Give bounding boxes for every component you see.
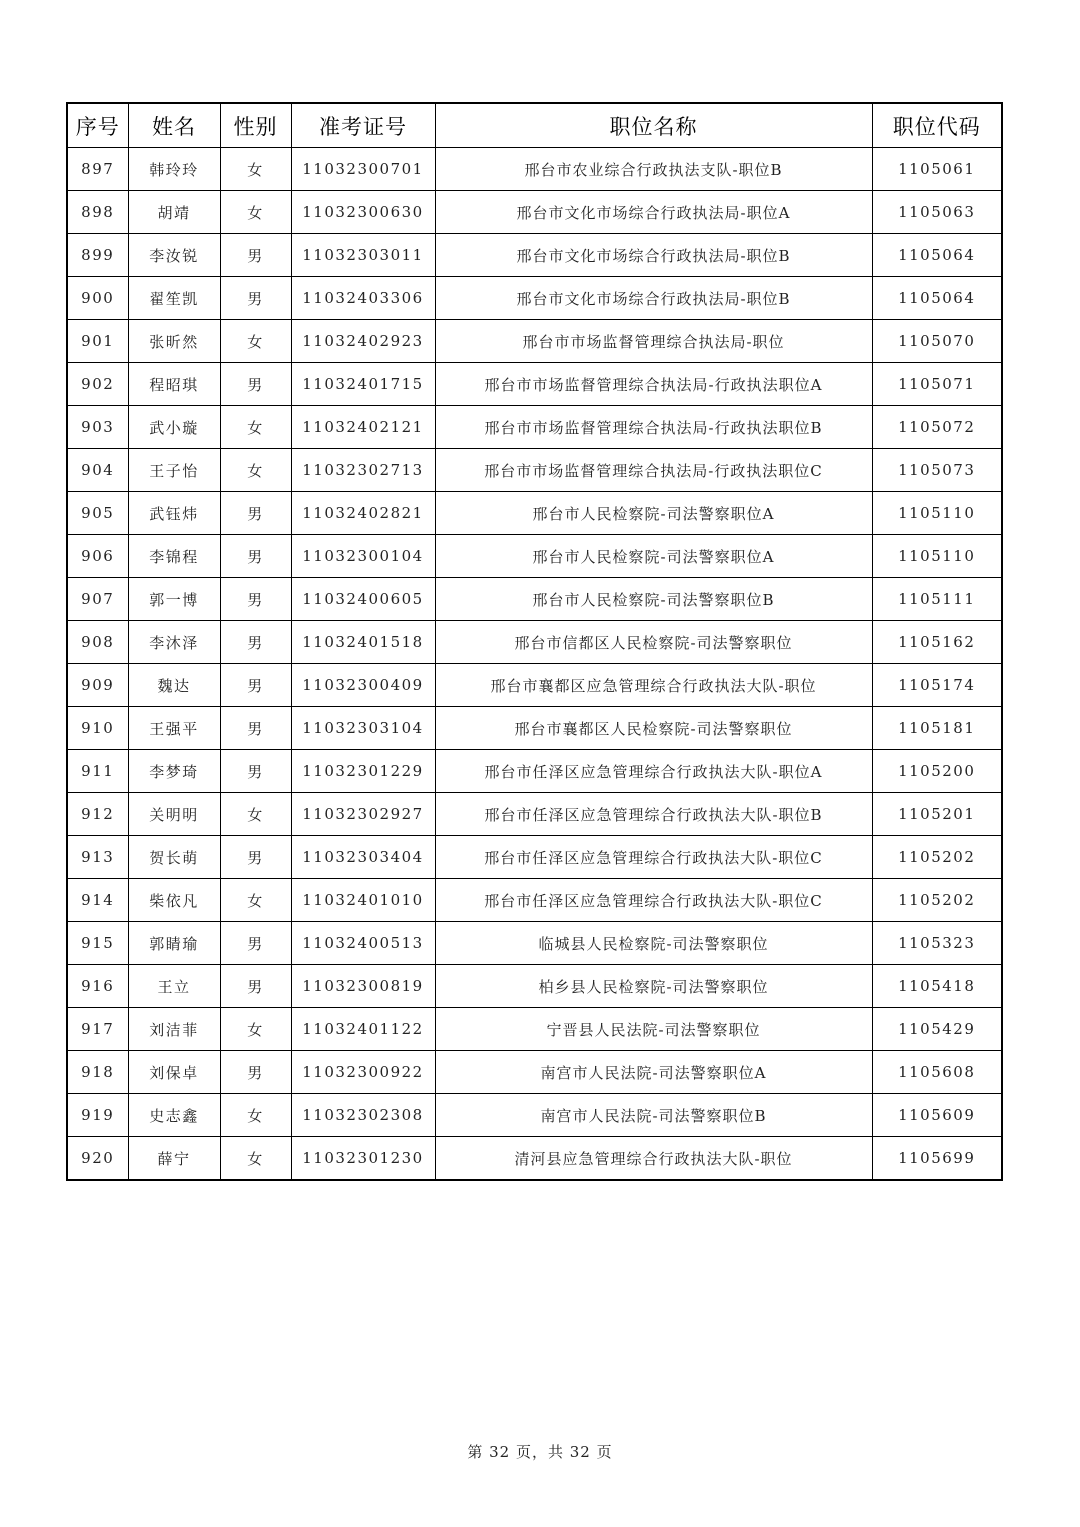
cell-gender: 男 [220, 965, 291, 1008]
cell-position: 南宫市人民法院-司法警察职位A [435, 1051, 872, 1094]
cell-name: 贺长萌 [128, 836, 220, 879]
cell-position: 邢台市人民检察院-司法警察职位A [435, 535, 872, 578]
cell-ticket: 11032301229 [291, 750, 435, 793]
cell-no: 919 [67, 1094, 128, 1137]
cell-name: 张昕然 [128, 320, 220, 363]
cell-code: 1105071 [872, 363, 1002, 406]
cell-gender: 女 [220, 191, 291, 234]
cell-position: 邢台市市场监督管理综合执法局-职位 [435, 320, 872, 363]
cell-ticket: 11032402821 [291, 492, 435, 535]
cell-ticket: 11032400513 [291, 922, 435, 965]
cell-name: 魏达 [128, 664, 220, 707]
cell-no: 907 [67, 578, 128, 621]
cell-code: 1105073 [872, 449, 1002, 492]
table-row [67, 621, 1002, 664]
cell-ticket: 11032300922 [291, 1051, 435, 1094]
table-row [67, 1137, 1002, 1181]
cell-gender: 女 [220, 148, 291, 191]
cell-code: 1105181 [872, 707, 1002, 750]
cell-name: 薛宁 [128, 1137, 220, 1181]
cell-gender: 女 [220, 406, 291, 449]
cell-name: 郭一博 [128, 578, 220, 621]
cell-gender: 男 [220, 535, 291, 578]
cell-code: 1105418 [872, 965, 1002, 1008]
cell-code: 1105064 [872, 234, 1002, 277]
table-row [67, 277, 1002, 320]
cell-gender: 男 [220, 750, 291, 793]
cell-no: 897 [67, 148, 128, 191]
cell-gender: 男 [220, 707, 291, 750]
cell-ticket: 11032302713 [291, 449, 435, 492]
cell-name: 王强平 [128, 707, 220, 750]
cell-ticket: 11032303104 [291, 707, 435, 750]
cell-gender: 女 [220, 449, 291, 492]
cell-name: 胡靖 [128, 191, 220, 234]
table-row [67, 750, 1002, 793]
cell-position: 邢台市农业综合行政执法支队-职位B [435, 148, 872, 191]
cell-gender: 女 [220, 1094, 291, 1137]
cell-ticket: 11032401122 [291, 1008, 435, 1051]
header-row [67, 103, 1002, 148]
cell-no: 902 [67, 363, 128, 406]
cell-no: 912 [67, 793, 128, 836]
cell-position: 宁晋县人民法院-司法警察职位 [435, 1008, 872, 1051]
cell-position: 邢台市信都区人民检察院-司法警察职位 [435, 621, 872, 664]
table-row [67, 793, 1002, 836]
cell-no: 916 [67, 965, 128, 1008]
cell-code: 1105699 [872, 1137, 1002, 1181]
header-code: 职位代码 [872, 103, 1002, 148]
cell-ticket: 11032401715 [291, 363, 435, 406]
cell-no: 900 [67, 277, 128, 320]
cell-no: 914 [67, 879, 128, 922]
cell-code: 1105061 [872, 148, 1002, 191]
cell-no: 904 [67, 449, 128, 492]
cell-position: 邢台市任泽区应急管理综合行政执法大队-职位C [435, 836, 872, 879]
cell-position: 邢台市市场监督管理综合执法局-行政执法职位B [435, 406, 872, 449]
cell-code: 1105063 [872, 191, 1002, 234]
cell-position: 邢台市文化市场综合行政执法局-职位A [435, 191, 872, 234]
cell-code: 1105174 [872, 664, 1002, 707]
cell-name: 刘保卓 [128, 1051, 220, 1094]
cell-code: 1105200 [872, 750, 1002, 793]
cell-position: 柏乡县人民检察院-司法警察职位 [435, 965, 872, 1008]
cell-name: 王子怡 [128, 449, 220, 492]
cell-no: 911 [67, 750, 128, 793]
cell-ticket: 11032403306 [291, 277, 435, 320]
cell-gender: 男 [220, 492, 291, 535]
cell-ticket: 11032401010 [291, 879, 435, 922]
cell-ticket: 11032400605 [291, 578, 435, 621]
cell-name: 程昭琪 [128, 363, 220, 406]
table-row [67, 879, 1002, 922]
cell-code: 1105202 [872, 836, 1002, 879]
table-row [67, 449, 1002, 492]
cell-ticket: 11032302927 [291, 793, 435, 836]
cell-position: 南宫市人民法院-司法警察职位B [435, 1094, 872, 1137]
table-row [67, 836, 1002, 879]
cell-gender: 男 [220, 277, 291, 320]
cell-no: 903 [67, 406, 128, 449]
cell-code: 1105202 [872, 879, 1002, 922]
cell-position: 邢台市市场监督管理综合执法局-行政执法职位C [435, 449, 872, 492]
cell-position: 邢台市任泽区应急管理综合行政执法大队-职位B [435, 793, 872, 836]
header-ticket: 准考证号 [291, 103, 435, 148]
cell-code: 1105323 [872, 922, 1002, 965]
table-row [67, 191, 1002, 234]
table-row [67, 406, 1002, 449]
cell-name: 韩玲玲 [128, 148, 220, 191]
header-no: 序号 [67, 103, 128, 148]
table-row [67, 1094, 1002, 1137]
cell-ticket: 11032300104 [291, 535, 435, 578]
cell-gender: 男 [220, 836, 291, 879]
cell-position: 邢台市市场监督管理综合执法局-行政执法职位A [435, 363, 872, 406]
cell-name: 郭睛瑜 [128, 922, 220, 965]
cell-name: 李沐泽 [128, 621, 220, 664]
cell-no: 906 [67, 535, 128, 578]
cell-gender: 男 [220, 621, 291, 664]
cell-ticket: 11032300630 [291, 191, 435, 234]
cell-name: 关明明 [128, 793, 220, 836]
cell-no: 913 [67, 836, 128, 879]
cell-code: 1105429 [872, 1008, 1002, 1051]
cell-ticket: 11032300701 [291, 148, 435, 191]
cell-position: 邢台市襄都区人民检察院-司法警察职位 [435, 707, 872, 750]
table-row [67, 965, 1002, 1008]
cell-position: 邢台市人民检察院-司法警察职位B [435, 578, 872, 621]
cell-no: 917 [67, 1008, 128, 1051]
table-row [67, 148, 1002, 191]
cell-ticket: 11032401518 [291, 621, 435, 664]
cell-no: 920 [67, 1137, 128, 1181]
cell-name: 史志鑫 [128, 1094, 220, 1137]
cell-no: 908 [67, 621, 128, 664]
cell-code: 1105072 [872, 406, 1002, 449]
cell-code: 1105162 [872, 621, 1002, 664]
cell-code: 1105201 [872, 793, 1002, 836]
table-row [67, 234, 1002, 277]
cell-position: 邢台市任泽区应急管理综合行政执法大队-职位A [435, 750, 872, 793]
cell-ticket: 11032300819 [291, 965, 435, 1008]
cell-position: 邢台市文化市场综合行政执法局-职位B [435, 277, 872, 320]
cell-gender: 女 [220, 793, 291, 836]
table-row [67, 664, 1002, 707]
cell-ticket: 11032303404 [291, 836, 435, 879]
cell-name: 刘洁菲 [128, 1008, 220, 1051]
cell-ticket: 11032302308 [291, 1094, 435, 1137]
table-row [67, 535, 1002, 578]
table-row [67, 320, 1002, 363]
cell-code: 1105111 [872, 578, 1002, 621]
cell-gender: 男 [220, 234, 291, 277]
cell-no: 915 [67, 922, 128, 965]
cell-code: 1105110 [872, 535, 1002, 578]
cell-no: 901 [67, 320, 128, 363]
cell-no: 898 [67, 191, 128, 234]
cell-gender: 女 [220, 1137, 291, 1181]
cell-no: 899 [67, 234, 128, 277]
cell-code: 1105110 [872, 492, 1002, 535]
header-gender: 性别 [220, 103, 291, 148]
cell-no: 918 [67, 1051, 128, 1094]
cell-name: 李梦琦 [128, 750, 220, 793]
cell-code: 1105064 [872, 277, 1002, 320]
cell-gender: 男 [220, 578, 291, 621]
table-row [67, 1051, 1002, 1094]
cell-no: 905 [67, 492, 128, 535]
cell-name: 柴依凡 [128, 879, 220, 922]
cell-ticket: 11032402121 [291, 406, 435, 449]
cell-name: 武钰炜 [128, 492, 220, 535]
candidate-table [66, 102, 1003, 1181]
cell-gender: 女 [220, 1008, 291, 1051]
cell-position: 临城县人民检察院-司法警察职位 [435, 922, 872, 965]
cell-code: 1105609 [872, 1094, 1002, 1137]
page-number: 第 32 页，共 32 页 [467, 1443, 613, 1461]
cell-gender: 男 [220, 1051, 291, 1094]
header-position: 职位名称 [435, 103, 872, 148]
table-row [67, 922, 1002, 965]
table-header [67, 103, 1002, 148]
table-row [67, 492, 1002, 535]
cell-code: 1105608 [872, 1051, 1002, 1094]
header-name: 姓名 [128, 103, 220, 148]
cell-position: 邢台市文化市场综合行政执法局-职位B [435, 234, 872, 277]
cell-gender: 男 [220, 664, 291, 707]
cell-gender: 男 [220, 922, 291, 965]
table-row [67, 363, 1002, 406]
cell-name: 翟笙凯 [128, 277, 220, 320]
table-row [67, 707, 1002, 750]
cell-ticket: 11032301230 [291, 1137, 435, 1181]
cell-ticket: 11032300409 [291, 664, 435, 707]
cell-name: 李锦程 [128, 535, 220, 578]
cell-name: 武小璇 [128, 406, 220, 449]
cell-ticket: 11032303011 [291, 234, 435, 277]
cell-name: 李汝锐 [128, 234, 220, 277]
cell-gender: 女 [220, 320, 291, 363]
cell-ticket: 11032402923 [291, 320, 435, 363]
table-body [67, 148, 1002, 1181]
cell-gender: 女 [220, 879, 291, 922]
cell-gender: 男 [220, 363, 291, 406]
cell-name: 王立 [128, 965, 220, 1008]
cell-code: 1105070 [872, 320, 1002, 363]
cell-no: 910 [67, 707, 128, 750]
cell-position: 邢台市人民检察院-司法警察职位A [435, 492, 872, 535]
cell-position: 邢台市襄都区应急管理综合行政执法大队-职位 [435, 664, 872, 707]
cell-position: 清河县应急管理综合行政执法大队-职位 [435, 1137, 872, 1181]
table-row [67, 1008, 1002, 1051]
cell-position: 邢台市任泽区应急管理综合行政执法大队-职位C [435, 879, 872, 922]
table-row [67, 578, 1002, 621]
cell-no: 909 [67, 664, 128, 707]
